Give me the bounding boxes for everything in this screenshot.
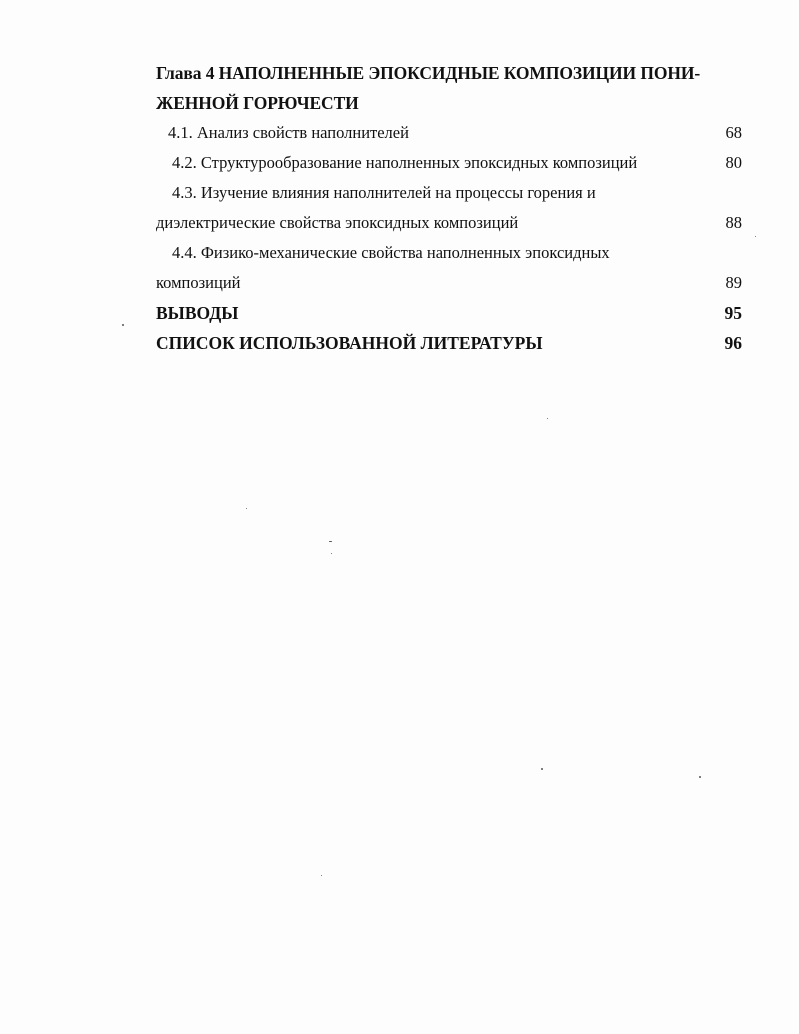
- scan-speck: [122, 324, 124, 326]
- chapter-title-line-2: ЖЕННОЙ ГОРЮЧЕСТИ: [156, 93, 359, 113]
- toc-entry-4-1: [156, 118, 746, 148]
- toc-entry-4-4-line-2: [156, 268, 746, 298]
- toc-entry-4-4-line-1: [156, 238, 746, 268]
- scan-speck: [755, 236, 756, 237]
- toc-entry-4-3-line-2: [156, 208, 746, 238]
- scan-speck: [329, 541, 332, 542]
- toc-entry-text: 4.2. Структурообразование наполненных эпоксидных композиций: [172, 153, 638, 172]
- toc-entry-page: 95: [724, 303, 742, 323]
- chapter-title: [156, 58, 746, 118]
- scan-speck: [331, 553, 332, 554]
- toc-entry-conclusions: [156, 298, 746, 328]
- toc-entry-text: СПИСОК ИСПОЛЬЗОВАННОЙ ЛИТЕРАТУРЫ: [156, 333, 543, 353]
- toc-entry-text: ВЫВОДЫ: [156, 303, 239, 323]
- scan-speck: [547, 418, 548, 419]
- scan-speck: [699, 776, 701, 778]
- toc-entry-text: 4.4. Физико-механические свойства наполненных эпоксидных: [172, 243, 610, 262]
- toc-entry-text: композиций: [156, 273, 241, 292]
- toc-entry-references: [156, 328, 746, 358]
- toc-entry-page: 89: [725, 273, 742, 292]
- toc-entry-page: 88: [725, 213, 742, 232]
- scan-speck: [541, 768, 543, 770]
- toc-entry-text: 4.3. Изучение влияния наполнителей на процессы горения и: [172, 183, 596, 202]
- toc-entry-page: 68: [725, 123, 742, 142]
- scan-speck: [321, 875, 322, 876]
- toc-entry-4-3-line-1: [156, 178, 746, 208]
- toc-entry-4-2: [156, 148, 746, 178]
- toc-entry-text: 4.1. Анализ свойств наполнителей: [168, 123, 409, 142]
- scan-speck: [246, 508, 247, 509]
- table-of-contents: [156, 58, 746, 358]
- toc-entry-text: диэлектрические свойства эпоксидных композиций: [156, 213, 519, 232]
- toc-entry-page: 96: [724, 333, 742, 353]
- chapter-title-line-1: Глава 4 НАПОЛНЕННЫЕ ЭПОКСИДНЫЕ КОМПОЗИЦИИ ПОНИ-: [156, 63, 701, 83]
- toc-entry-page: 80: [725, 153, 742, 172]
